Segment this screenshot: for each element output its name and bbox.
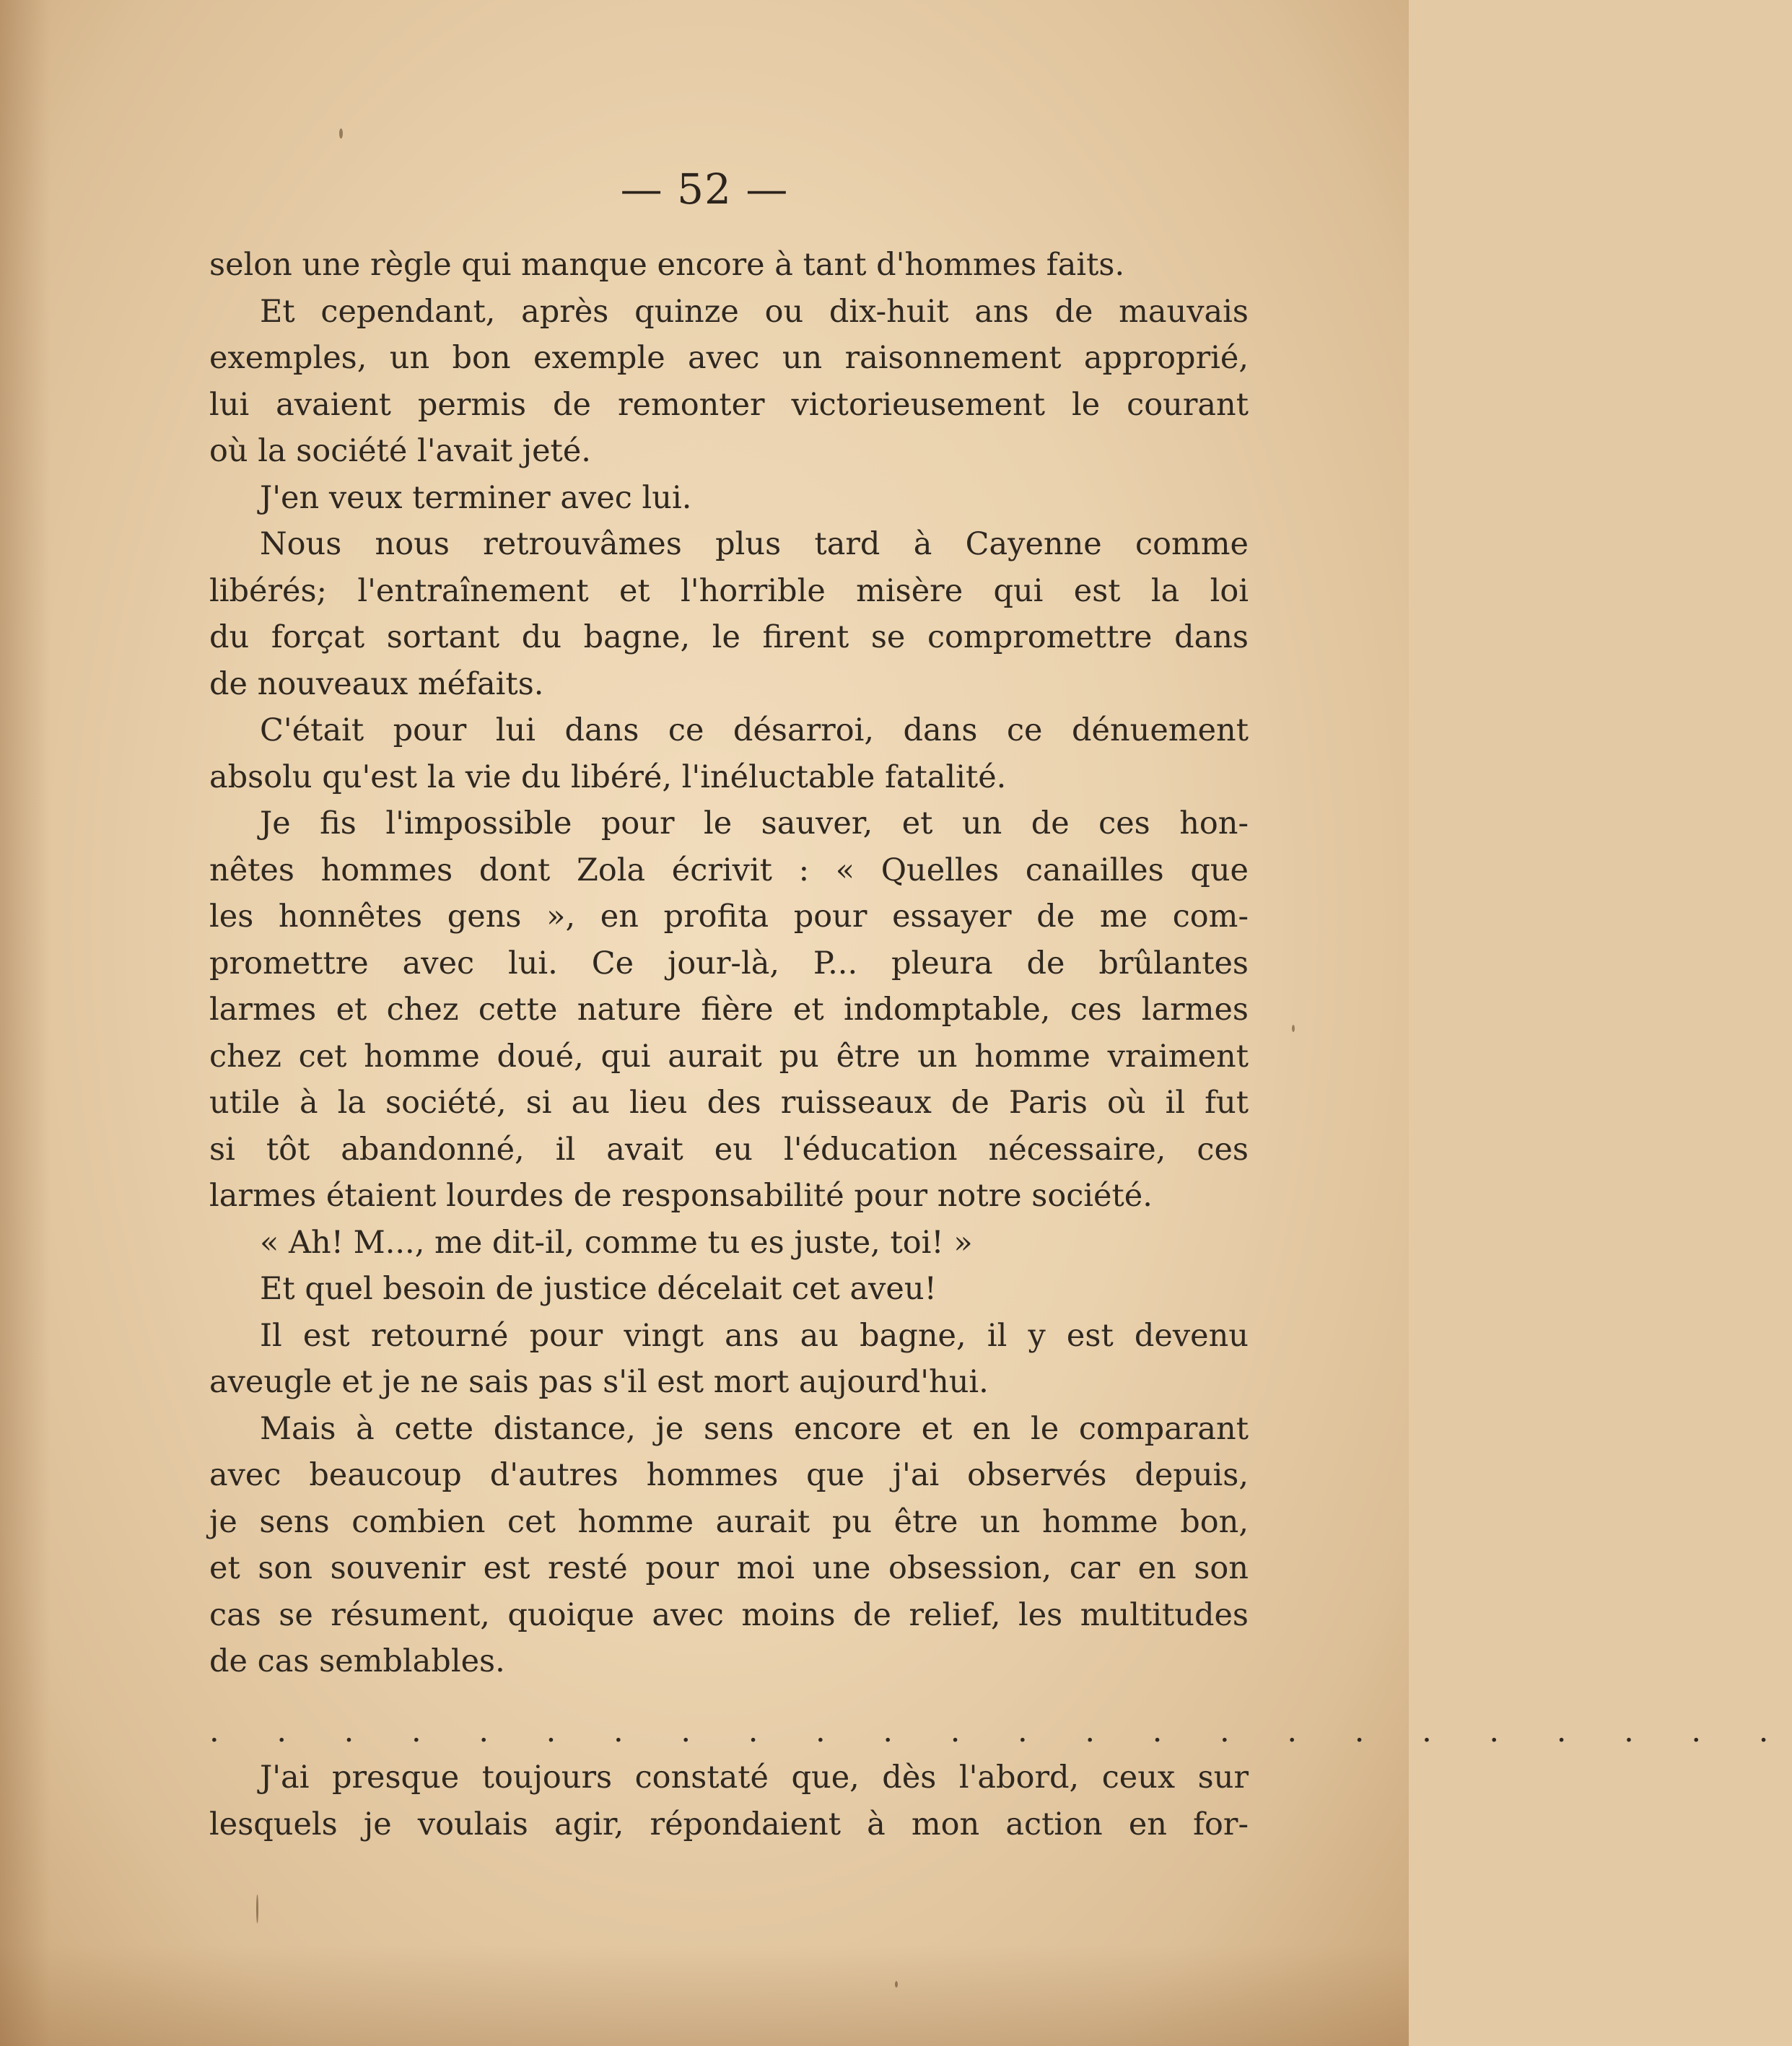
- text-line: Je fis l'impossible pour le sauver, et un de ces hon-: [260, 805, 1249, 841]
- text-line: exemples, un bon exemple avec un raisonnement approprié,: [209, 340, 1249, 376]
- text-line: J'en veux terminer avec lui.: [260, 479, 692, 516]
- text-line: J'ai presque toujours constaté que, dès l'abord, ceux sur: [260, 1759, 1249, 1796]
- text-line: promettre avec lui. Ce jour-là, P... pleura de brûlantes: [209, 945, 1249, 982]
- section-separator: . . . . . . . . . . . . . . . . . . . . . . . .: [209, 1713, 1792, 1749]
- text-line: absolu qu'est la vie du libéré, l'inéluctable fatalité.: [209, 758, 1007, 795]
- text-line: larmes et chez cette nature fière et indomptable, ces larmes: [209, 992, 1249, 1028]
- text-line: Il est retourné pour vingt ans au bagne, il y est devenu: [260, 1317, 1249, 1354]
- text-line: Nous nous retrouvâmes plus tard à Cayenne comme: [260, 526, 1249, 562]
- text-line: je sens combien cet homme aurait pu être un homme bon,: [209, 1503, 1249, 1540]
- page-bottom-shadow: [0, 1945, 1409, 2046]
- text-line: les honnêtes gens », en profita pour essayer de me com-: [209, 899, 1249, 935]
- text-line: nêtes hommes dont Zola écrivit : « Quelles canailles que: [209, 852, 1249, 888]
- text-line: C'était pour lui dans ce désarroi, dans ce dénuement: [260, 712, 1249, 748]
- text-line: de nouveaux méfaits.: [209, 665, 544, 702]
- text-line: aveugle et je ne sais pas s'il est mort aujourd'hui.: [209, 1364, 989, 1400]
- text-line: libérés; l'entraînement et l'horrible misère qui est la loi: [209, 572, 1249, 609]
- text-line: lesquels je voulais agir, répondaient à mon action en for-: [209, 1806, 1249, 1842]
- text-line: « Ah! M..., me dit-il, comme tu es juste, toi! »: [260, 1224, 973, 1261]
- text-line: si tôt abandonné, il avait eu l'éducation nécessaire, ces: [209, 1131, 1249, 1168]
- text-line: avec beaucoup d'autres hommes que j'ai observés depuis,: [209, 1457, 1249, 1493]
- text-line: chez cet homme doué, qui aurait pu être un homme vraiment: [209, 1038, 1249, 1075]
- paper-speck: [895, 1981, 898, 1988]
- body-text: [209, 242, 1792, 1848]
- text-line: et son souvenir est resté pour moi une obsession, car en son: [209, 1550, 1249, 1586]
- paper-speck: [1292, 1025, 1295, 1032]
- paper-speck: [339, 128, 343, 139]
- text-line: du forçat sortant du bagne, le firent se compromettre dans: [209, 619, 1249, 655]
- paper-speck: [256, 1894, 258, 1923]
- page-number: — 52 —: [620, 165, 789, 214]
- text-line: de cas semblables.: [209, 1643, 505, 1679]
- text-line: où la société l'avait jeté.: [209, 433, 591, 469]
- text-line: Mais à cette distance, je sens encore et en le comparant: [260, 1410, 1249, 1447]
- text-line: utile à la société, si au lieu des ruisseaux de Paris où il fut: [209, 1085, 1249, 1121]
- text-line: Et cependant, après quinze ou dix-huit ans de mauvais: [260, 293, 1249, 330]
- page-edge-shadow: [0, 0, 51, 2046]
- text-line: cas se résument, quoique avec moins de relief, les multitudes: [209, 1596, 1249, 1633]
- text-line: larmes étaient lourdes de responsabilité pour notre société.: [209, 1178, 1153, 1214]
- text-line: Et quel besoin de justice décelait cet aveu!: [260, 1271, 937, 1307]
- text-line: selon une règle qui manque encore à tant d'hommes faits.: [209, 247, 1125, 283]
- text-line: lui avaient permis de remonter victorieusement le courant: [209, 386, 1249, 423]
